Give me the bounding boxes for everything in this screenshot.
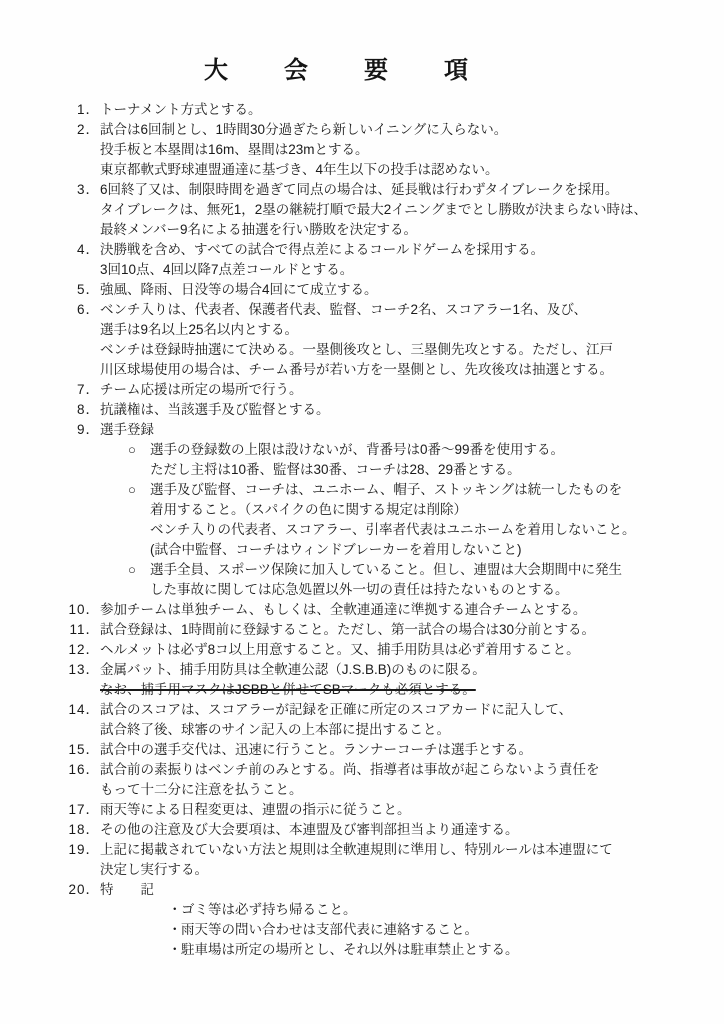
- rule-line: [100, 100, 710, 120]
- rule-line: [100, 140, 710, 160]
- rule-line-text: ベンチ入りは、代表者、保護者代表、監督、コーチ2名、スコアラー1名、及び、: [100, 302, 587, 317]
- rule-line: [150, 500, 710, 520]
- rule-lines: [100, 620, 710, 640]
- rule-line-text: (試合中監督、コーチはウィンドブレーカーを着用しないこと): [150, 542, 522, 557]
- rule-lines: [100, 380, 710, 400]
- rule-item-1: [60, 100, 710, 120]
- rule-line-text: 金属バット、捕手用防具は全軟連公認（J.S.B.B)のものに限る。: [100, 662, 486, 677]
- rule-number: 19．: [68, 842, 100, 857]
- rule-lines: [100, 760, 710, 800]
- rule-line: [100, 840, 710, 860]
- rule-lines: [100, 300, 710, 380]
- rule-item-12: [60, 640, 710, 660]
- rule-number: 13．: [68, 662, 100, 677]
- rule-line: [100, 780, 710, 800]
- rule-item-18: [60, 820, 710, 840]
- rule-line-text: ベンチ入りの代表者、スコアラー、引率者代表はユニホームを着用しないこと。: [150, 522, 636, 537]
- rule-line-text: 選手登録: [100, 422, 154, 437]
- rule-line: [150, 580, 710, 600]
- rule-line-text: 試合のスコアは、スコアラーが記録を正確に所定のスコアカードに記入して、: [100, 702, 573, 717]
- rule-line-text: 試合終了後、球審のサイン記入の上本部に提出すること。: [100, 722, 451, 737]
- rule-line-text: した事故に関しては応急処置以外一切の責任は持たないものとする。: [150, 582, 569, 597]
- rule-line-struck: [100, 680, 710, 700]
- rule-line: [168, 940, 710, 960]
- rule-line: [168, 920, 710, 940]
- rule-item-4: [60, 240, 710, 280]
- rule-number: 20．: [68, 882, 100, 897]
- rule-line-text: ただし主将は10番、監督は30番、コーチは28、29番とする。: [150, 462, 521, 477]
- rule-number: 10．: [68, 602, 100, 617]
- rule-line: [100, 340, 710, 360]
- rule-lines: [100, 740, 710, 760]
- rule-line: [100, 220, 710, 240]
- rule-number: 8．: [76, 402, 100, 417]
- rule-lines: [100, 600, 710, 620]
- rule-line: [100, 600, 710, 620]
- rule-number: 11．: [69, 622, 100, 637]
- rule-lines: [100, 240, 710, 280]
- rule-line-text: 強風、降雨、日没等の場合4回にて成立する。: [100, 282, 378, 297]
- rule-number: 6．: [76, 302, 100, 317]
- rule-line-text: 雨天等の問い合わせは支部代表に連絡すること。: [181, 922, 478, 937]
- rule-number: 16．: [68, 762, 100, 777]
- rule-line: [100, 760, 710, 780]
- rule-line: [100, 420, 710, 440]
- rule-line: [128, 440, 710, 460]
- rule-lines: [100, 420, 710, 600]
- rule-lines: [100, 280, 710, 300]
- rule-line-text: もって十二分に注意を払うこと。: [100, 782, 303, 797]
- rule-item-20: [60, 880, 710, 960]
- rule-number: 2．: [76, 122, 100, 137]
- rule-line-text: 雨天等による日程変更は、連盟の指示に従うこと。: [100, 802, 411, 817]
- rule-line-text: トーナメント方式とする。: [100, 102, 262, 117]
- rule-lines: [100, 100, 710, 120]
- rule-line-text: 特 記: [100, 882, 154, 897]
- rule-lines: [100, 800, 710, 820]
- bullet-icon: ・: [168, 902, 182, 917]
- rule-line-text: ベンチは登録時抽選にて決める。一塁側後攻とし、三塁側先攻とする。ただし、江戸: [100, 342, 613, 357]
- rule-number: 5．: [76, 282, 100, 297]
- rule-line-text: 6回終了又は、制限時間を過ぎて同点の場合は、延長戦は行わずタイブレークを採用。: [100, 182, 619, 197]
- circle-marker-icon: ○: [128, 482, 136, 497]
- rule-line: [100, 860, 710, 880]
- bullet-icon: ・: [168, 922, 182, 937]
- rule-item-17: [60, 800, 710, 820]
- rule-line: [100, 660, 710, 680]
- rule-item-11: [60, 620, 710, 640]
- rule-line-text: その他の注意及び大会要項は、本連盟及び審判部担当より通達する。: [100, 822, 519, 837]
- rule-line-text: 最終メンバー9名による抽選を行い勝敗を決定する。: [100, 222, 418, 237]
- rule-line: [168, 900, 710, 920]
- rule-number: 12．: [68, 642, 100, 657]
- tournament-rules-list: [60, 100, 710, 960]
- rule-line-text: 東京都軟式野球連盟通達に基づき、4年生以下の投手は認めない。: [100, 162, 499, 177]
- rule-item-8: [60, 400, 710, 420]
- rule-line: [100, 620, 710, 640]
- rule-line: [128, 560, 710, 580]
- rule-line-text: 試合は6回制とし、1時間30分過ぎたら新しいイニングに入らない。: [100, 122, 508, 137]
- rule-line-text: 投手板と本塁間は16m、塁間は23mとする。: [100, 142, 369, 157]
- rule-line-text: 川区球場使用の場合は、チーム番号が若い方を一塁側とし、先攻後攻は抽選とする。: [100, 362, 613, 377]
- rule-line-text: 駐車場は所定の場所とし、それ以外は駐車禁止とする。: [181, 942, 519, 957]
- rule-line: [100, 160, 710, 180]
- rule-line-text: なお、捕手用マスクはJSBBと併せてSBマークも必須とする。: [100, 682, 476, 697]
- rule-lines: [100, 700, 710, 740]
- rule-number: 7．: [76, 382, 100, 397]
- rule-line: [150, 520, 710, 540]
- rule-lines: [100, 880, 710, 960]
- rule-item-14: [60, 700, 710, 740]
- rule-item-15: [60, 740, 710, 760]
- rule-line-text: タイブレークは、無死1，2塁の継続打順で最大2イニングまでとし勝敗が決まらない時は、: [100, 202, 647, 217]
- rule-lines: [100, 840, 710, 880]
- rule-line-text: 着用すること。（スパイクの色に関する規定は削除）: [150, 502, 467, 517]
- rule-line-text: 上記に掲載されていない方法と規則は全軟連規則に準用し、特別ルールは本連盟にて: [100, 842, 613, 857]
- rule-line-text: チーム応援は所定の場所で行う。: [100, 382, 303, 397]
- rule-line: [100, 800, 710, 820]
- rule-line: [100, 320, 710, 340]
- rule-item-9: [60, 420, 710, 600]
- rule-item-5: [60, 280, 710, 300]
- rule-line: [100, 400, 710, 420]
- rule-line-text: 決勝戦を含め、すべての試合で得点差によるコールドゲームを採用する。: [100, 242, 545, 257]
- bullet-icon: ・: [168, 942, 182, 957]
- circle-marker-icon: ○: [128, 562, 136, 577]
- rule-line-text: ヘルメットは必ず8コ以上用意すること。又、捕手用防具は必ず着用すること。: [100, 642, 580, 657]
- rule-line-text: ゴミ等は必ず持ち帰ること。: [181, 902, 357, 917]
- rule-number: 17．: [68, 802, 100, 817]
- rule-line-text: 試合前の素振りはベンチ前のみとする。尚、指導者は事故が起こらないよう責任を: [100, 762, 600, 777]
- rule-item-6: [60, 300, 710, 380]
- rule-line: [100, 640, 710, 660]
- rule-number: 14．: [68, 702, 100, 717]
- rule-line-text: 参加チームは単独チーム、もしくは、全軟連通達に準拠する連合チームとする。: [100, 602, 587, 617]
- rule-line: [100, 880, 710, 900]
- rule-line-text: 選手全員、スポーツ保険に加入していること。但し、連盟は大会期間中に発生: [150, 562, 622, 577]
- rule-line: [100, 240, 710, 260]
- rule-line: [100, 280, 710, 300]
- rule-line-text: 抗議権は、当該選手及び監督とする。: [100, 402, 330, 417]
- rule-line: [100, 720, 710, 740]
- rule-lines: [100, 820, 710, 840]
- rule-line: [128, 480, 710, 500]
- rule-number: 15．: [68, 742, 100, 757]
- rule-line-text: 選手は9名以上25名以内とする。: [100, 322, 299, 337]
- page-title: 大 会 要 項: [204, 57, 484, 84]
- rule-line-text: 決定し実行する。: [100, 862, 208, 877]
- rule-number: 1．: [76, 102, 100, 117]
- rule-line: [100, 740, 710, 760]
- rule-line-text: 選手の登録数の上限は設けないが、背番号は0番～99番を使用する。: [150, 442, 565, 457]
- rule-lines: [100, 400, 710, 420]
- rule-line-text: 選手及び監督、コーチは、ユニホーム、帽子、ストッキングは統一したものを: [150, 482, 623, 497]
- rule-line-text: 3回10点、4回以降7点差コールドとする。: [100, 262, 354, 277]
- rule-line: [100, 120, 710, 140]
- rule-item-13: [60, 660, 710, 700]
- rule-item-10: [60, 600, 710, 620]
- rule-item-7: [60, 380, 710, 400]
- rule-line: [100, 360, 710, 380]
- rule-item-3: [60, 180, 710, 240]
- rule-line: [100, 820, 710, 840]
- circle-marker-icon: ○: [128, 442, 136, 457]
- rule-line-text: 試合中の選手交代は、迅速に行うこと。ランナーコーチは選手とする。: [100, 742, 532, 757]
- rule-line: [100, 180, 710, 200]
- rule-line: [100, 700, 710, 720]
- rule-line: [100, 300, 710, 320]
- rule-lines: [100, 640, 710, 660]
- rule-line: [150, 540, 710, 560]
- rule-line: [100, 200, 710, 220]
- rule-number: 18．: [68, 822, 100, 837]
- rule-line: [150, 460, 710, 480]
- rule-number: 4．: [76, 242, 100, 257]
- rule-lines: [100, 120, 710, 180]
- rule-number: 9．: [76, 422, 100, 437]
- rule-line: [100, 260, 710, 280]
- rule-lines: [100, 660, 710, 700]
- rule-lines: [100, 180, 710, 240]
- rule-item-2: [60, 120, 710, 180]
- rule-number: 3．: [76, 182, 100, 197]
- rule-item-19: [60, 840, 710, 880]
- rule-line: [100, 380, 710, 400]
- rule-line-text: 試合登録は、1時間前に登録すること。ただし、第一試合の場合は30分前とする。: [100, 622, 596, 637]
- rule-item-16: [60, 760, 710, 800]
